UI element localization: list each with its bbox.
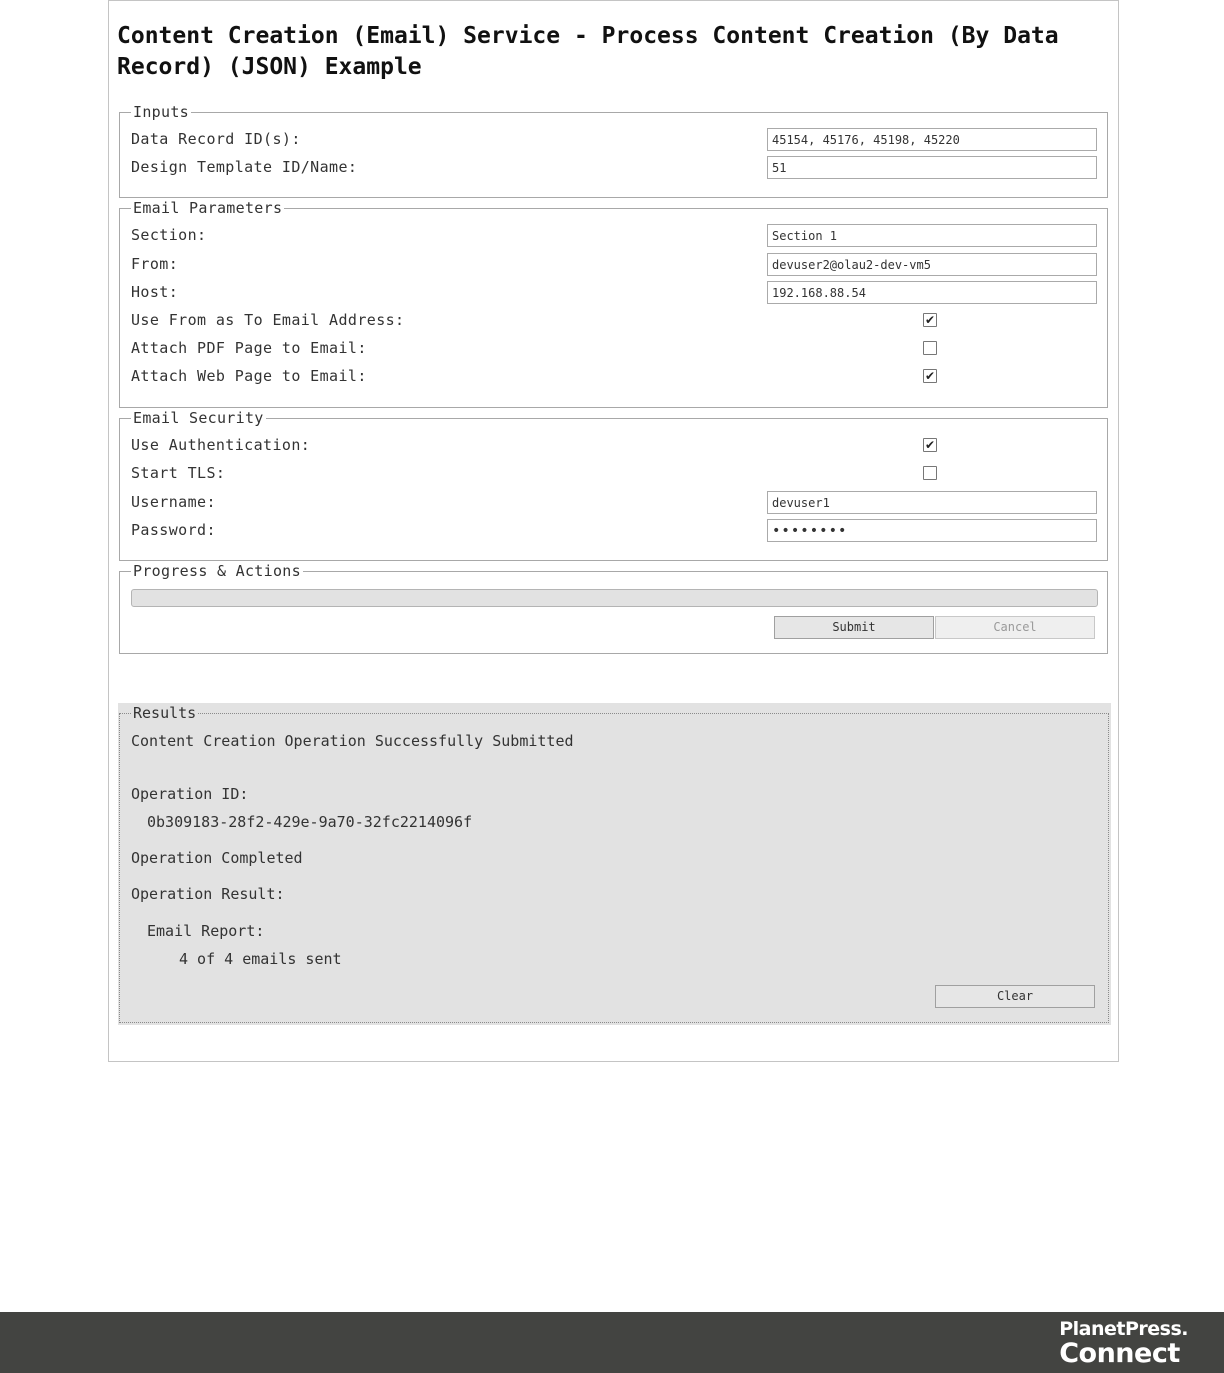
inputs-fieldset <box>119 103 1108 198</box>
results-status: Content Creation Operation Successfully Submitted <box>131 732 574 750</box>
email-params-legend: Email Parameters <box>133 199 283 217</box>
attach-web-label: Attach Web Page to Email: <box>131 367 367 385</box>
username-label: Username: <box>131 493 216 511</box>
use-auth-row <box>131 434 1096 458</box>
inputs-legend: Inputs <box>133 103 189 121</box>
operation-id-value: 0b309183-28f2-429e-9a70-32fc2214096f <box>147 813 473 831</box>
email-security-legend: Email Security <box>133 409 264 427</box>
cancel-button[interactable]: Cancel <box>935 616 1095 639</box>
username-input[interactable] <box>767 491 1097 514</box>
start-tls-row <box>131 462 1096 486</box>
submit-button[interactable]: Submit <box>774 616 934 639</box>
footer-bar <box>0 1312 1224 1373</box>
password-input[interactable] <box>767 519 1097 542</box>
use-auth-label: Use Authentication: <box>131 436 311 454</box>
attach-pdf-row <box>131 337 1096 361</box>
progress-actions-legend: Progress & Actions <box>133 562 301 580</box>
email-security-fieldset <box>119 409 1108 561</box>
template-input[interactable] <box>767 156 1097 179</box>
use-from-checkbox[interactable]: ✔ <box>924 313 936 327</box>
start-tls-checkbox[interactable] <box>923 466 937 480</box>
progress-bar <box>131 589 1098 607</box>
brand-logo <box>1059 1318 1188 1368</box>
from-label: From: <box>131 255 179 273</box>
start-tls-label: Start TLS: <box>131 464 226 482</box>
from-input[interactable] <box>767 253 1097 276</box>
email-report-label: Email Report: <box>147 922 265 940</box>
data-record-row <box>131 128 1096 152</box>
host-input[interactable] <box>767 281 1097 304</box>
use-from-row <box>131 309 1096 333</box>
results-panel <box>118 703 1111 1025</box>
section-row <box>131 224 1096 248</box>
brand-line-1: PlanetPress. <box>1059 1318 1188 1340</box>
email-report-value: 4 of 4 emails sent <box>179 950 342 968</box>
brand-line-2: Connect <box>1059 1338 1180 1369</box>
attach-pdf-checkbox[interactable] <box>923 341 937 355</box>
data-record-input[interactable] <box>767 128 1097 151</box>
results-fieldset <box>119 704 1109 1023</box>
host-label: Host: <box>131 283 179 301</box>
host-row <box>131 281 1096 305</box>
operation-id-label: Operation ID: <box>131 785 249 803</box>
password-row <box>131 519 1096 543</box>
operation-completed: Operation Completed <box>131 849 303 867</box>
progress-actions-fieldset <box>119 562 1108 654</box>
email-params-fieldset <box>119 199 1108 408</box>
attach-web-checkbox[interactable]: ✔ <box>924 369 936 383</box>
clear-button[interactable]: Clear <box>935 985 1095 1008</box>
use-from-label: Use From as To Email Address: <box>131 311 405 329</box>
attach-pdf-label: Attach PDF Page to Email: <box>131 339 367 357</box>
page-title: Content Creation (Email) Service - Process Content Creation (By Data Record) (JSON) Example <box>117 23 1059 80</box>
use-auth-checkbox[interactable]: ✔ <box>924 438 936 452</box>
data-record-label: Data Record ID(s): <box>131 130 301 148</box>
operation-result-label: Operation Result: <box>131 885 285 903</box>
template-row <box>131 156 1096 180</box>
username-row <box>131 491 1096 515</box>
attach-web-row <box>131 365 1096 389</box>
section-input[interactable] <box>767 224 1097 247</box>
page-frame <box>108 0 1119 1062</box>
from-row <box>131 253 1096 277</box>
template-label: Design Template ID/Name: <box>131 158 358 176</box>
results-legend: Results <box>133 704 197 722</box>
section-label: Section: <box>131 226 207 244</box>
password-label: Password: <box>131 521 216 539</box>
